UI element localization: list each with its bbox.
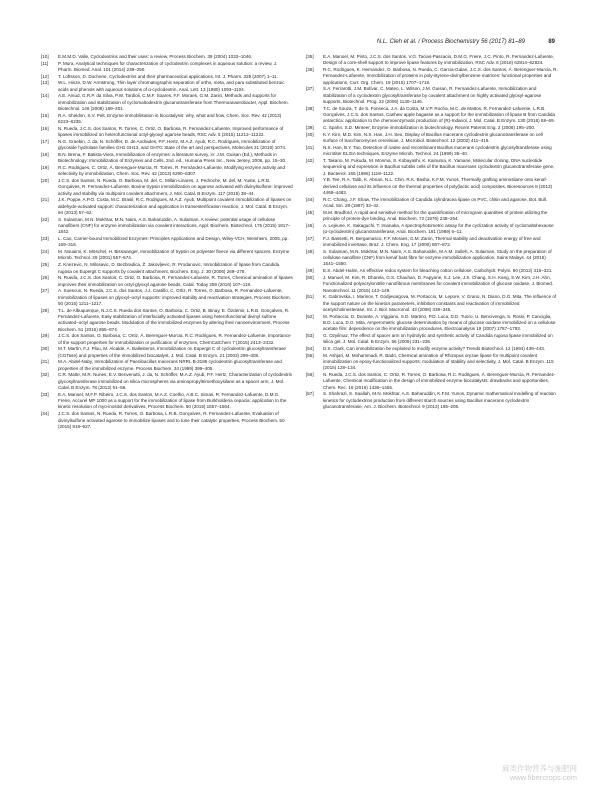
reference-entry [41,74,293,80]
reference-text: T. Loftsson, D. Duchene, Cyclodextrins and their pharmaceutical applications, Int. J. Pharm. 329 (2007) 1–11. [58,73,278,79]
reference-number: [50] [306,274,314,280]
reference-text: M. Nouaimi, K. Möschel, H. Bisswanger, Immobilization of trypsin on polyester fleece via different spacers, Enzyme Microb. Technol. 29 (2001) 567–574. [58,249,290,261]
reference-entry [306,106,558,125]
reference-entry [306,132,558,145]
reference-text: N. Rueda, J.C.S. dos Santos, C. Ortiz, R. Torres, O. Barbosa, R.C. Rodrigues, Á. Berenguer-Murcia, R. Fernandez-Lafuente, Chemical modification in the design of immobilized enzyme biocatalysts: drawbacks and opportunities, Chem. Rec. 16 (2016) 1436–1455. [323,372,556,390]
reference-entry [41,346,293,359]
reference-number: [19] [41,164,49,170]
reference-number: [43] [306,177,314,183]
page-header [40,36,555,48]
reference-text: E.A. Manoel, M. Pinto, J.C.S. dos Santos, V.G. Tacias-Pascacio, D.M.G. Freire, J.C. Pinto, R. Fernandez-Lafuente, Design of a core-shell support to improve lipase features by immobilization, RSC Adv. 6 (2016) 62814–62824. [323,54,555,66]
reference-entry [41,113,293,126]
reference-number: [30] [41,346,49,352]
reference-text: J.C.S. dos Santos, O. Barbosa, C. Ortiz, Á. Berenguer-Murcia, R.C. Rodrigues, R. Fernandez-Lafuente, Importance of the support properties for immobilization or purification of enzymes, ChemCatChem 7 (2015) 2413–2432. [58,333,291,345]
reference-number: [48] [306,248,314,254]
reference-number: [56] [306,372,314,378]
reference-entry [306,294,558,313]
reference-text: M.A. Abdel-Naby, Immobilization of Paenibacillus macerans NRRL B-3186 cyclodextrin glucosyltransferase and properties of the immobilized enzyme, Process Biochem. 34 (1999) 399–405. [58,359,282,371]
reference-text: S. Sulaiman, M.N. Mokhtar, M.N. Naim, A.S. Baharuddin, A. Sulaiman, A review: potential usage of cellulose nanofibers (CNF) for enzyme immobilization via covalent interactions, Appl. Biochem. Biotechnol. 175 (2015) 1817–1842. [58,216,291,235]
reference-entry [306,158,558,177]
reference-text: J.C.S. dos Santos, N. Rueda, R. Torres, O. Barbosa, L.R.B. Gonçalves, R. Fernandez-Lafuente, Evaluation of divinylsulfone activated agarose to immobilize lipases and to tune their catalytic properties, Process Biochem. 50 (2015) 918–927. [58,411,285,429]
reference-number: [52] [306,313,314,319]
watermark-line-1: 麻类作物营养与施肥网 [502,764,577,773]
reference-number: [57] [306,391,314,397]
reference-entry [41,411,293,430]
reference-text: S.A. Ferrarotti, J.M. Bolívar, C. Mateo, L. Wilson, J.M. Guisan, R. Fernandez-Lafuente, Immobilization and stabilization of a cyclodextrin glycosyltransferase by covalent attachment on highly activated glyoxyl-agarose supports, Biotechnol. Prog. 22 (2006) 1140–1145. [323,86,542,105]
reference-text: E.S. Abdel-Halim, An effective redox system for bleaching cotton cellulose, Carbohydr. Polym. 90 (2012) 316–321. [323,268,553,274]
reference-number: [14] [41,93,49,99]
reference-entry [306,145,558,158]
reference-entry [306,197,558,210]
reference-number: [20] [41,177,49,183]
reference-entry [306,391,558,410]
reference-text: D.S. Clark, Can immobilization be exploited to modify enzyme activity? Trends Biotechnol. 12 (1994) 439–443. [323,346,546,351]
reference-entry [41,61,293,74]
reference-number: [45] [306,209,314,215]
reference-number: [39] [306,125,314,131]
reference-entry [41,197,293,216]
watermark [502,764,577,782]
reference-entry [306,314,558,333]
reference-number: [31] [41,359,49,365]
reference-text: N. Rueda, J.C.S. dos Santos, R. Torres, C. Ortiz, O. Barbosa, R. Fernandez-Lafuente, Improved performance of lipases immobilized on heterofunctional octyl-glyoxyl agarose beads, RSC Adv. 5 (2015) 11212–11222. [58,125,284,138]
reference-entry [306,67,558,86]
reference-number: [28] [41,307,49,313]
reference-entry [306,236,558,249]
reference-number: [10] [41,54,49,59]
reference-entry [306,86,558,105]
reference-number: [47] [306,235,314,241]
reference-number: [32] [41,372,49,378]
reference-text: R.C. Rodrigues, C. Ortiz, Á. Berenguer-Murcia, R. Torres, R. Fernández-Lafuente, Modifying enzyme activity and selectivity by immobilization, Chem. Soc. Rev. 42 (2013) 6290–6307. [58,164,285,177]
reference-entry [41,392,293,411]
reference-entry [306,346,558,352]
reference-text: C.R. Matte, M.R. Nunes, E.V. Benvenutti, J. da, N. Schöffer, M.A.Z. Ayub, P.F. Hertz, Characterization of cyclodextrin glycosyltransferase immobilized on silica microspheres via aminopropyltrimethoxysilane as a spacer arm, J. Mol. Catal. B Enzym. 78 (2012) 51–56. [58,372,293,391]
watermark-line-2: www.fibercrops.com [509,773,577,782]
reference-text: T.C. de Souza, T. de S. Fonseca, J.A. da Costa, M.V.P. Rocha, M.C. de Mattos, R. Fernandez-Lafuente, L.R.B. Gonçalves, J.C.S. dos Santos, Cashew apple bagasse as a support for the immobilization of lipase B from Candida antarctica: application to the chemoenzymatic production of (R)-Indanol, J. Mol. Catal. B Enzym. 130 (2016) 58–69. [323,105,555,124]
reference-text: B.N. Brena, F. Batista-Viera, Immobilization of enzymes: a literature survey, in: J.M. Guisan (Ed.), Methods in Biotechnology: Immobilization of Enzymes and Cells, 2nd. ed., Humana Press Inc., New Jersey, 2006, pp. 15–30. [58,151,287,164]
reference-text: L. Cao, Carrier-bound Immobilized Enzymes: Principles Applications and Design, Wiley-VCH, Weinheim, 2005, pp. 169–316. [58,236,289,248]
reference-number: [18] [41,151,49,157]
reference-text: E.M.M.D. Valle, Cyclodextrins and their uses: a review, Process Biochem. 39 (2004) 1033–1046. [58,54,253,59]
reference-text: Y.B. Tee, R.A. Talib, K. Abnan, N.L. Chin, R.K. Basha, K.F.M. Yunos, Thermally grafting aminosilane onto kenaf-derived cellulose and its influence on the thermal properties of poly(lactic acid) composites, Bioresources 8 (2013) 4468–4483. [323,177,553,195]
reference-number: [22] [41,216,49,222]
reference-entry [41,372,293,391]
reference-entry [41,308,293,333]
reference-text: N. Rueda, J.C.S. dos Santos, C. Ortiz, O. Barbosa, R. Fernandez-Lafuente, R. Torres, Chemical amination of lipases improves their immobilization on octyl-glyoxyl agarose beads, Catal. Today 259 (2016) 107–118. [58,275,293,287]
reference-text: J.K. Poppe, A.P.O. Costa, M.C. Brasil, R.C. Rodrigues, M.A.Z. Ayub, Multipoint covalent immobilization of lipases on aldehyde-activated support: characterization and application in transesterification reaction, J. Mol. Catal. B Enzym. 94 (2013) 57–62. [58,197,292,216]
reference-number: [25] [41,262,49,268]
reference-number: [54] [306,346,314,351]
reference-text: C. Spahn, S.D. Minteer, Enzyme immobilization in biotechnology, Recent Patents Eng. 2 (2008) 195–200. [323,125,536,131]
reference-text: R.C. Rodrigues, K. Hernandez, O. Barbosa, N. Rueda, C. Garcia-Galan, J.C.S. dos Santos, Á. Berenguer-Murcia, R. Fernandez-Lafuente, Immobilization of proteins in poly-styrene-divinylbenzene matrices: functional properties and applications, Curr. Org. Chem. 19 (2015) 1707–1718. [323,67,558,85]
reference-entry [41,54,293,60]
reference-entry [41,217,293,236]
reference-text: K.Y. Kim, M.D. Kim, N.S. Han, J.H. Seo, Display of Bacillus macerans cyclodextrin glucanotransferase on cell surface of Saccharomyces cerevisiae, J. Microbiol. Biotechnol. 12 (2002) 411–416. [323,131,543,144]
reference-entry [41,178,293,197]
reference-text: M.T. Martín, F.J. Plou, M. Alcalde, A. Ballesteros, Immobilization on Eupergit C of cyclodextrin glucosyltransferase (CGTase) and properties of the immobilized biocatalyst, J. Mol. Catal. B Enzym. 21 (2003) 299–308. [58,346,286,358]
reference-number: [23] [41,236,49,242]
reference-number: [55] [306,352,314,358]
reference-text: R.A. Sheldon, S.V. Pelt, Enzyme immobilisation in biocatalysis: why, what and how, Chem. Soc. Rev. 42 (2013) 6223–6235. [58,112,282,125]
reference-number: [46] [306,222,314,228]
reference-number: [15] [41,112,49,118]
reference-entry [306,353,558,372]
running-head: N.L. Cleh et al. / Process Biochemistry 56 (2017) 81–89 [376,39,525,45]
reference-text: P. Mura, Analytical techniques for characterization of cyclodextrin complexes in aqueous solution: a review, J. Pharm. Biomed. Anal. 101 (2014) 238–250. [58,60,278,73]
reference-text: J. Manuel, M. Kim, R. Dharela, G.S. Chauhan, D. Fapyane, S.J. Lee, J.S. Chang, S.H. Kang, S.W. Kim, J.H. Ahn, Functionalized polyacrylonitrile nanofibrous membranes for covalent immobilization of glucose oxidase, J. Biomed. Nanotechnol. 11 (2015) 143–149. [323,274,554,293]
reference-number: [34] [41,411,49,417]
reference-entry [306,54,558,67]
reference-entry [306,223,558,236]
reference-number: [38] [306,105,314,111]
reference-number: [44] [306,196,314,202]
reference-number: [40] [306,131,314,137]
reference-number: [29] [41,333,49,339]
reference-number: [17] [41,138,49,144]
reference-entry [41,80,293,93]
reference-number: [33] [41,391,49,397]
reference-number: [36] [306,67,314,73]
reference-number: [49] [306,268,314,274]
reference-number: [37] [306,86,314,92]
reference-text: M. Ashjari, M. Mohammadi, R. Badri, Chemical amination of Rhizopus oryzae lipase for multipoint covalent immobilization on epoxy-functionalized supports: modulation of stability and selectivity, J. Mol. Catal. B Enzym. 115 (2015) 128–134. [323,352,554,371]
reference-text: Z. Knezevic, N. Milosavic, D. Bezbradica, Ž. Jakovljevic, R. Prodanovic, Immobilization of lipase from Candida rugosa on Eupergit C supports by covalent attachment, Biochem. Eng. J. 30 (2006) 269–278. [58,262,280,274]
reference-text: K. Gabrovska, I. Marinov, T. Godjevargova, M. Portaccio, M. Lepore, V. Grano, N. Diano, D.G. Mita, The influence of the support nature on the kinetics parameters, inhibition constants and reactivation of immobilized acetylcholinesterase, Int. J. Biol. Macromol. 43 (2008) 339–345. [323,294,557,312]
reference-entry [41,165,293,178]
reference-text: M. Portaccio, D. Durante, A. Viggiano, S.D. Martino, P.D. Luca, D.D. Tuoro, U. Bencivenga, S. Rossi, P. Canciglia, B.D. Luca, D.G. Mita, Amperometric glucose determination by means of glucose oxidase immobilized on a cellulose acetate film: dependence on the immobilization procedures, Electroanalysis 19 (2007) 1787–1793. [323,313,556,332]
reference-text: F.J. Bassetti, R. Bergamasco, F.F. Moraes, G.M. Zanin, Thermal stability and deactivation energy of free and immobilized invertase, Braz. J. Chem. Eng. 17 (2000) 867–872. [323,235,541,248]
reference-entry [306,210,558,223]
reference-entry [306,249,558,268]
reference-text: T.L. de Albuquerque, N.J.C.S. Rueda dos Santos, O. Barbosa, C. Ortiz, B. Binay, E. Özdemir, L.R.B. Gonçalves, R. Fernández-Lafuente, Easy stabilization of interfacially activated lipases using heterofunctional divinyl sulfone activated–octyl agarose beads. Modulation of the immobilized enzymes by altering their nanoenvironment, Process Biochem. 51 (2016) 865–874. [58,307,290,332]
reference-entry [41,262,293,275]
reference-entry [306,177,558,196]
reference-entry [41,333,293,346]
reference-entry [41,236,293,249]
reference-entry [306,125,558,131]
reference-text: W.L. Hinze, D.W. Armstrong, Thin layer chromatographic separation of ortho, meta, and para substituted benzoic acids and phenols with aqueous solutions of α-cyclodextrin, Anal. Lett. 13 (1980) 1093–1104. [58,80,285,92]
page-number: 89 [548,39,555,45]
reference-text: N.G. Graebin, J. da, N. Schöffer, D. de Andrades, P.F. Hertz, M.A.Z. Ayub, R.C. Rodrigues, Immobilization of glycoside hydrolase families GH1 GH13, and GH70: State of the art and perspectives, Molecules 21 (2016) 1074. [58,138,287,151]
reference-text: A.E. Amud, G.R.P. da Silva, P.W. Tardioli, C.M.F. Soares, F.F. Moraes, G.M. Zanin, Methods and supports for immobilization and stabilization of cyclomaltodextrin glucanotransferase from Thermoanaerobacter, Appl. Biochem. Biotechnol. 146 (2008) 189–201. [58,93,289,112]
reference-text: E.A. Manoel, M.F.P. Ribeiro, J.C.S. dos Santos, M.A.Z. Coelho, A.B.C. Simas, R. Fernandez-Lafuente, D.M.G. Freire, Accurel MP 1000 as a support for the immobilization of lipase from Burkholderia cepacia: application to the kinetic resolution of myo-inositol derivatives, Process Biochem. 50 (2015) 1557–1564. [58,391,287,410]
reference-entry [306,372,558,391]
reference-text: S. Shahrazi, S. Saallah, M.N. Mokhtar, A.S. Baharuddin, K.F.M. Yunos, Dynamic mathematical modelling of reaction kinetics for cyclodextrins production from different starch sources using Bacillus macerans cyclodextrin glucanotransferase, Am. J. Biochem. Biotechnol. 9 (2013) 195–205. [323,391,556,410]
reference-number: [13] [41,80,49,86]
reference-number: [41] [306,144,314,150]
reference-entry [41,288,293,307]
reference-number: [26] [41,275,49,281]
reference-entry [41,93,293,112]
reference-entry [306,275,558,294]
reference-entry [41,139,293,152]
references-left-column [41,54,293,431]
reference-number: [11] [41,60,49,66]
reference-text: G. Ozyilmaz, The effect of spacer arm on hydrolytic and synthetic activity of Candida rugosa lipase immobilized on silica gel, J. Mol. Catal. B Enzym. 56 (2009) 231–236. [323,332,553,345]
reference-entry [41,152,293,165]
reference-number: [21] [41,197,49,203]
references-right-column [306,54,558,411]
reference-entry [306,333,558,346]
reference-number: [42] [306,157,314,163]
reference-number: [24] [41,249,49,255]
reference-text: J.C.S. dos Santos, N. Rueda, O. Barbosa, M. del, C. Millán-Linares, J. Pedroche, M. del, M. Yuste, L.R.B. Gonçalves, R. Fernandez-Lafuente, Bovine trypsin immobilization on agarose activated with divinylsulfone: improved activity and stability via multipoint covalent attachment, J. Mol. Catal. B Enzym. 117 (2015) 38–44. [58,177,293,196]
reference-number: [51] [306,294,314,300]
reference-number: [27] [41,288,49,294]
reference-number: [35] [306,54,314,59]
reference-entry [41,359,293,372]
reference-number: [12] [41,73,49,79]
reference-number: [16] [41,125,49,131]
reference-text: T. Takano, M. Fukuda, M. Monma, S. Kobayashi, K. Kainuma, K. Yamane, Molecular cloning, DNA nucleotide sequencing and expression in Bacillus subtilis cells of the Bacillus macerans cyclodextrin glucanotransferase gene, J. Bacteriol. 166 (1986) 1118–1122. [323,157,555,176]
reference-entry [306,268,558,274]
reference-text: M.M. Bradford, A rapid and sensitive method for the quantification of microgram quantities of protein utilizing the principle of protein-dye binding, Anal. Biochem. 72 (1976) 248–254. [323,209,548,222]
reference-text: R.C. Chang, J.F. Shaw, The immobilization of Candida cylindracea lipase on PVC, chitin and agarose, Bot. Bull. Acad. Sin. 28 (1987) 33–42. [323,196,548,208]
reference-number: [53] [306,332,314,338]
reference-entry [41,249,293,262]
reference-text: S. Sulaiman, M.N. Mokhtar, M.N. Naim, A.S. Baharuddin, M.A.M. Salleh, A. Sulaiman, Study on the preparation of cellulose nanofibre (CNF) from kenaf bast fibre for enzyme immobilization application, Sains Malays. 44 (2015) 1541–1550. [323,248,552,267]
reference-entry [41,126,293,139]
reference-text: A. Lejeune, K. Sakaguchi, T. Imanaka, A spectrophotometric assay for the cyclization activity of cyclomaltohexaose (α-cyclodextrin) glucanotransferase, Anal. Biochem. 181 (1989) 6–11. [323,222,554,235]
reference-entry [41,275,293,288]
reference-text: A. Suescun, N. Rueda, J.C.S. dos Santos, J.J. Castillo, C. Ortiz, R. Torres, O. Barbosa, R. Fernandez-Lafuente, Immobilization of lipases on glyoxyl–octyl supports: improved stability and reactivation strategies, Process Biochem. 50 (2015) 1211–1217. [58,288,291,306]
reference-text: N.S. Han, B.Y. Tao, Detection of native and recombinant Bacillus macerans cyclodextrin glycosyltransferase using microtiter ELISA techniques, Enzyme Microb. Technol. 24 (1999) 35–40. [323,144,552,157]
